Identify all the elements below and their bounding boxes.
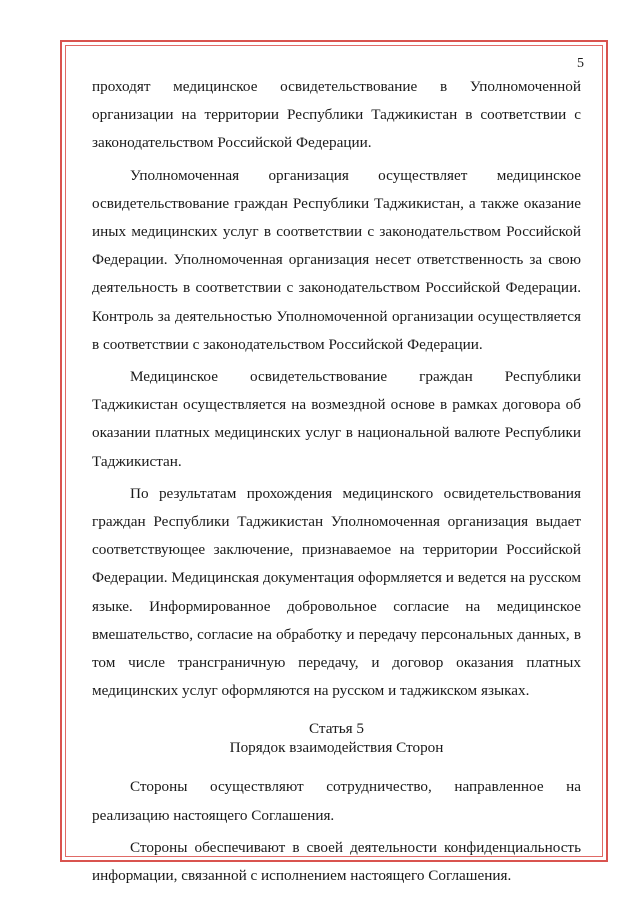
paragraph: проходят медицинское освидетельствование в Уполномоченной организации на территории Республики Таджикистан в соответствии с законодательством Российской Федерации. xyxy=(92,78,581,152)
paragraph: Стороны обеспечивают в своей деятельности конфиденциальность информации, связанной с исполнением настоящего Соглашения. xyxy=(92,838,581,885)
document-body xyxy=(92,73,581,890)
paragraph: Стороны осуществляют сотрудничество, направленное на реализацию настоящего Соглашения. xyxy=(92,778,581,824)
paragraph: Медицинское освидетельствование граждан Республики Таджикистан осуществляется на возмездной основе в рамках договора об оказании платных медицинских услуг в национальной валюте Республики Таджикистан. xyxy=(92,368,581,470)
article-heading xyxy=(92,719,581,757)
page-number: 5 xyxy=(577,56,584,71)
article-number: Статья 5 xyxy=(308,720,365,738)
article-title: Порядок взаимодействия Сторон xyxy=(229,739,444,757)
paragraph: По результатам прохождения медицинского освидетельствования граждан Республики Таджикистан Уполномоченная организация выдает соответствующее заключение, признаваемое на территории Российской Федерации. Медицинская документация оформляется и ведется на русском языке. Информированное добровольное согласие на медицинское вмешательство, согласие на обработку и передачу персональных данных, в том числе трансграничную передачу, и договор оказания платных медицинских услуг оформляются на русском и таджикском языках. xyxy=(92,484,581,700)
paragraph: Уполномоченная организация осуществляет медицинское освидетельствование граждан Республики Таджикистан, а также оказание иных медицинских услуг в соответствии с законодательством Российской Федерации. Уполномоченная организация несет ответственность за свою деятельность в соответствии с законодательством Российской Федерации. Контроль за деятельностью Уполномоченной организации осуществляется в соответствии с законодательством Российской Федерации. xyxy=(92,166,581,353)
